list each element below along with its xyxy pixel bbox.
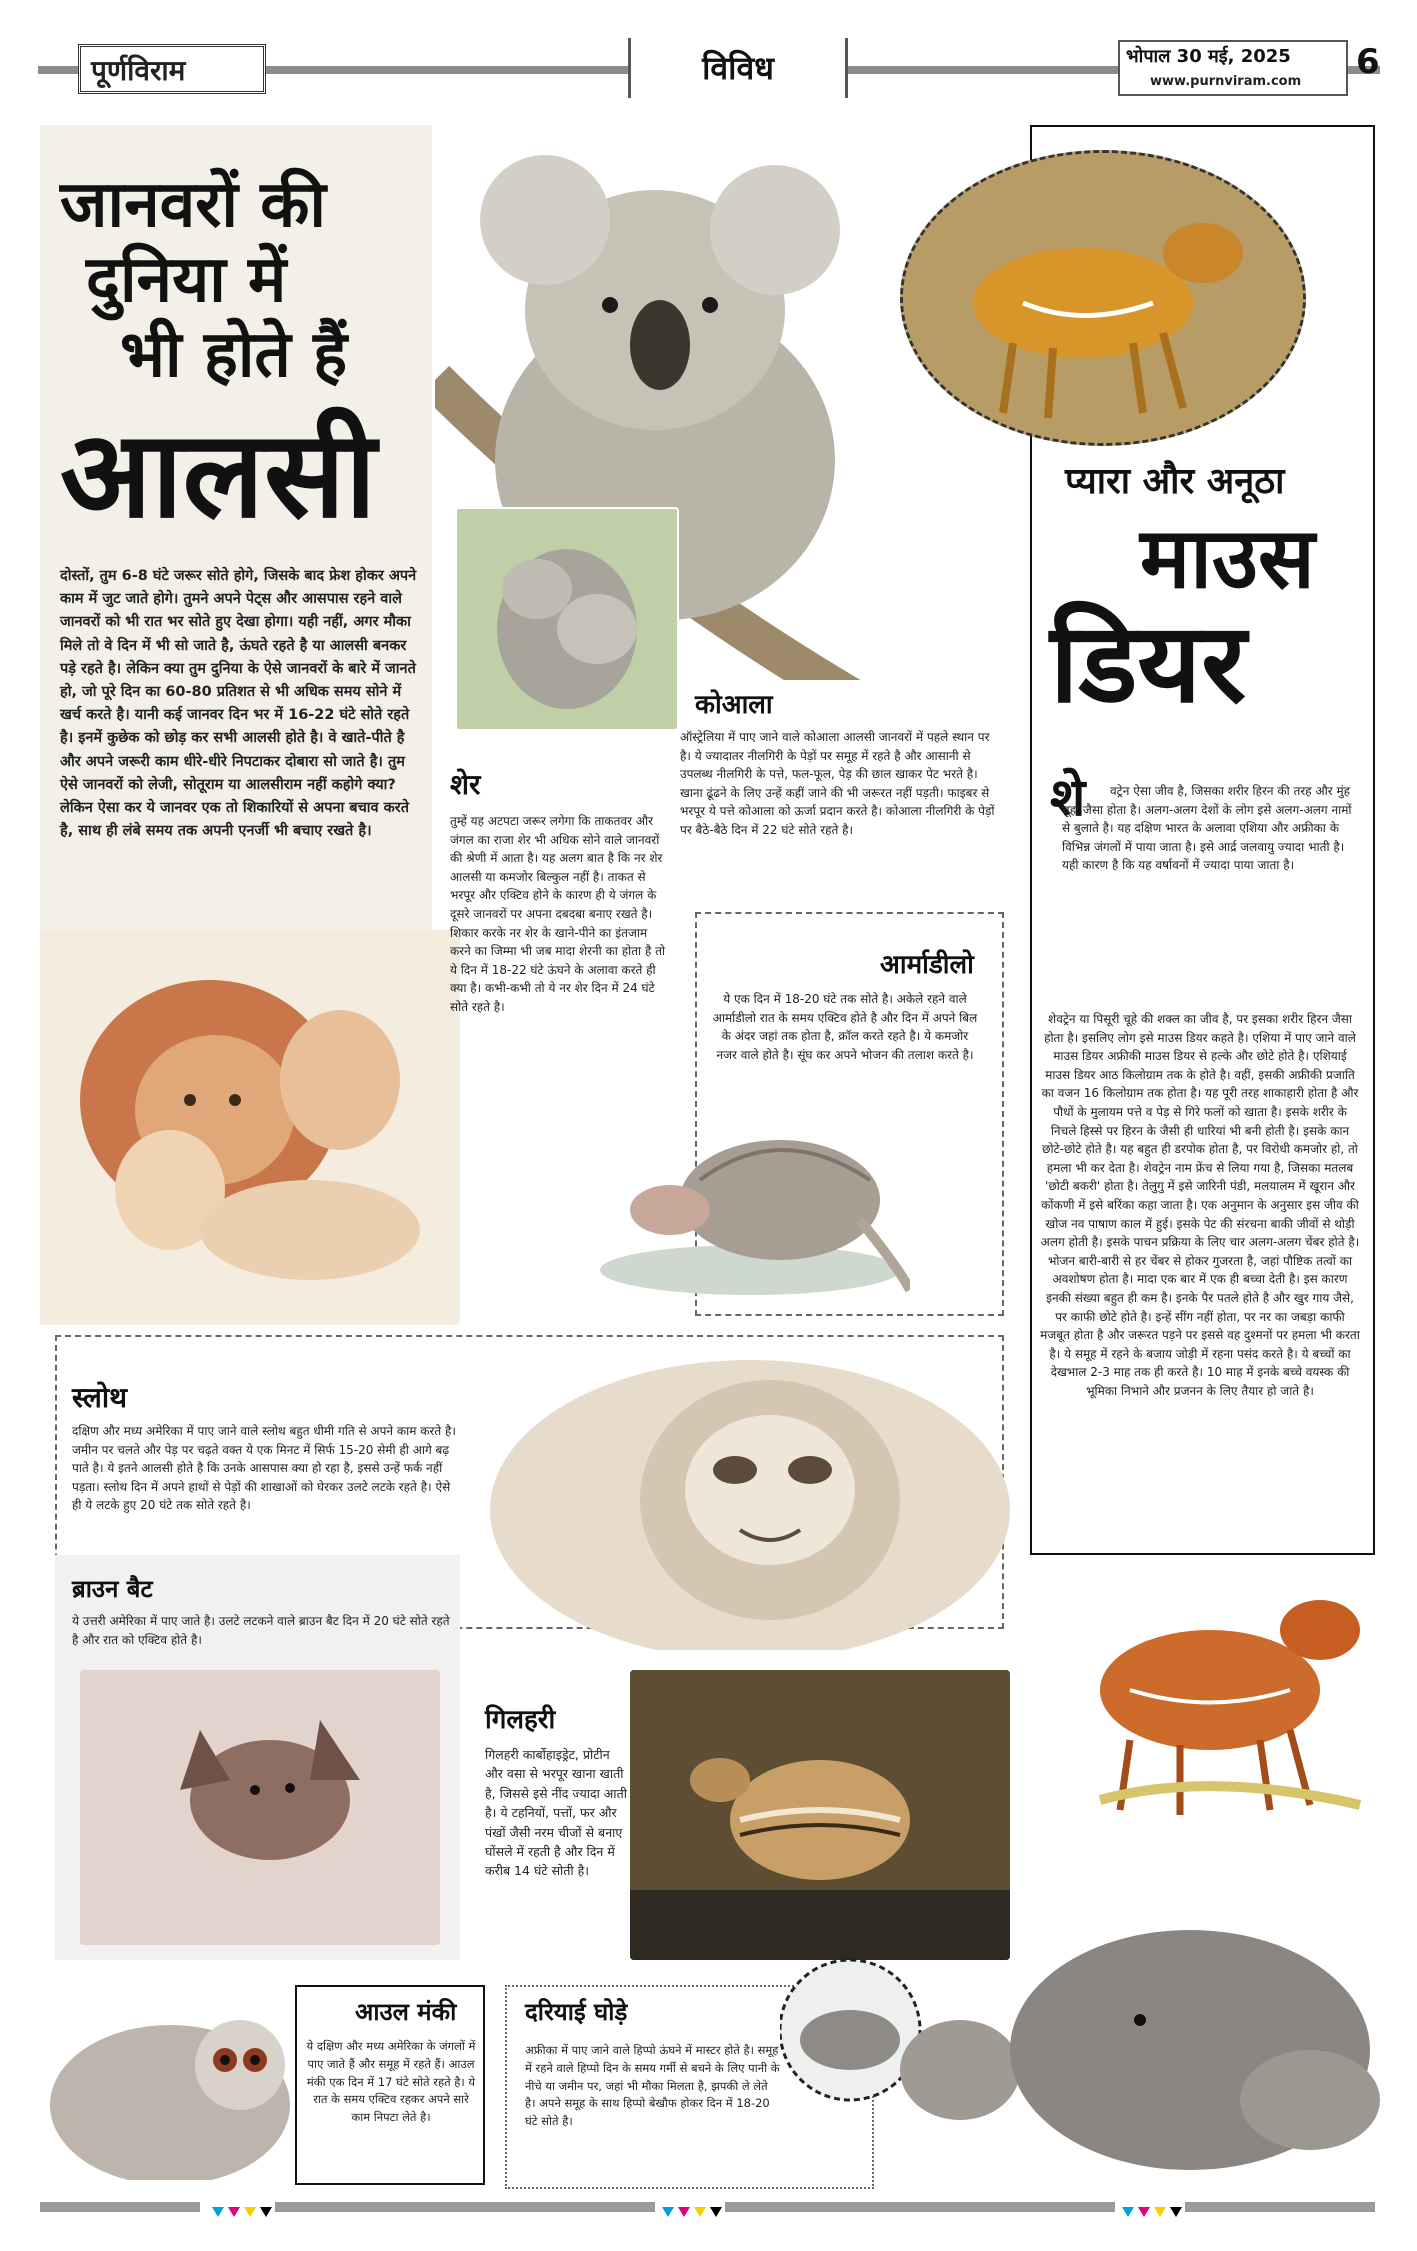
mouse-deer-illustration — [1040, 1540, 1380, 1830]
squirrel-text: गिलहरी कार्बोहाइड्रेट, प्रोटीन और वसा से भरपूर खाना खाती है, जिससे इसे नींद ज्यादा आती है। ये टहनियों, पत्तों, फर और पंखों जैसी नरम चीजों से बनाए घोंसले में रहती है और दिन में करीब 14 घंटे सोती है। — [485, 1747, 627, 1879]
main-title-line3: भी होते हैं — [120, 317, 348, 392]
brown-bat-heading: ब्राउन बैट — [72, 1575, 153, 1603]
color-registration-mark-3 — [1120, 2202, 1184, 2221]
mouse-deer-icon — [903, 153, 1303, 443]
masthead — [38, 38, 1380, 100]
mouse-deer-oval-image — [900, 150, 1306, 446]
lion-family-image — [40, 930, 460, 1325]
owl-monkey-heading: आउल मंकी — [355, 1998, 457, 2026]
brand-logo: पूर्णविराम — [91, 54, 186, 87]
koala-mother-baby-image — [455, 507, 679, 731]
color-registration-mark-1 — [210, 2202, 274, 2221]
sloth-heading: स्लोथ — [72, 1381, 128, 1414]
dateline: भोपाल 30 मई, 2025 — [1126, 46, 1291, 67]
mouse-deer-text-start: वट्रेन ऐसा जीव है, जिसका शरीर हिरन की तरह और मुंह चूहा जैसा होता है। अलग-अलग देशों के लोग इसे अलग-अलग नामों से बुलाते है। यह दक्षिण भारत के अलावा एशिया और अफ्रीका के विभिन्न जंगलों में पाया जाता है। इसे आर्द्र जलवायु ज्यादा भाती है। यही कारण है कि यह वर्षावनों में ज्यादा पाया जाता है। — [1062, 784, 1352, 873]
brown-bat-image — [80, 1670, 440, 1945]
sloth-text: दक्षिण और मध्य अमेरिका में पाए जाने वाले स्लोथ बहुत धीमी गति से अपने काम करते है। जमीन पर चलते और पेड़ पर चढ़ते वक्त ये एक मिनट में सिर्फ 15-20 सेमी ही आगे बढ़ पाते है। ये इतने आलसी होते है कि उनके आसपास क्या हो रहा है, इससे उन्हें फर्क नहीं पड़ता। स्लोथ दिन में अपने हाथों से पेड़ों की शाखाओं को घेरकर उलटे लटके रहते है। ऐसे ही ये लटके हुए 20 घंटे तक सोते रहते है। — [72, 1424, 456, 1513]
owl-monkey-icon — [40, 1975, 300, 2180]
brand-box — [78, 44, 266, 94]
main-title-line2: दुनिया में — [86, 242, 287, 317]
section-name: विविध — [702, 49, 774, 87]
armadillo-icon — [590, 1090, 910, 1310]
section-box — [628, 38, 848, 98]
dateline-box — [1118, 40, 1348, 96]
lion-icon — [40, 930, 460, 1325]
lion-heading: शेर — [450, 768, 481, 801]
sloth-icon — [440, 1340, 1010, 1650]
armadillo-heading: आर्माडीलो — [880, 950, 974, 980]
website[interactable]: www.purnviram.com — [1150, 74, 1302, 89]
mouse-deer-title-line2: डियर — [1050, 598, 1247, 727]
koala-baby-icon — [457, 509, 677, 729]
mouse-deer-text-rest: शेवट्रेन या पिसूरी चूहे की शक्ल का जीव है, पर इसका शरीर हिरन जैसा होता है। इसलिए लोग इसे माउस डियर कहते है। एशिया में पाए जाने वाले माउस डियर अफ्रीकी माउस डियर से हल्के और छोटे होते है। एशियाई माउस डियर आठ किलोग्राम तक के होते है। वहीं, इसकी अफ्रीकी प्रजाति का वजन 16 किलोग्राम तक होता है। यह पूरी तरह शाकाहारी होता है और पौधों के मुलायम पत्ते व पेड़ से गिरे फलों को खाता है। इसके शरीर के निचले हिस्से पर हिरन के जैसी ही धारियां भी बनी होती है। इसके कान छोटे-छोटे होते है। यह बहुत ही डरपोक होता है, पर विरोधी कमजोर हो, तो हमला भी कर देता है। शेवट्रेन नाम फ्रेंच से लिया गया है, जिसका मतलब 'छोटी बकरी' होता है। तेलुगु में इसे जारिनी पंडी, मलयालम में खूरान और कोंकणी में इसे बरिंका कहा जाता है। एक अनुमान के अनुसार इस जीव की खोज नव पाषाण काल में हुई। इसके पेट की संरचना बाकी जीवों से थोड़ी अलग होती है। इसके पाचन प्रक्रिया के लिए चार अलग-अलग चेंबर होते है। भोजन बारी-बारी से हर चेंबर से होकर गुजरता है, जहां पौष्टिक तत्वों का अवशोषण होता है। मादा एक बार में एक ही बच्चा देती है। इस कारण इनकी संख्या बहुत ही कम है। इनके पैर पतले होते है और खुर गाय जैसे, पर काफी छोटे होते है। इन्हें सींग नहीं होता, पर नर का जबड़ा काफी मजबूत होता है और जरूरत पड़ने पर इससे वह दुश्मनों पर हमला भी करता है। ये समूह में रहने के बजाय जोड़ी में रहना पसंद करते है। ये बच्चों का देखभाल 2-3 माह तक ही करते है। 10 माह में इनके बच्चे वयस्क की भूमिका निभाने और प्रजनन के लिए तैयार हो जाते है। — [1040, 1012, 1360, 1398]
page-number: 6 — [1356, 42, 1380, 82]
hippo-icon — [780, 1900, 1380, 2200]
owl-monkey-image — [40, 1975, 300, 2180]
main-intro: दोस्तों, तुम 6-8 घंटे जरूर सोते होगे, जिसके बाद फ्रेश होकर अपने काम में जुट जाते होगे। तुमने अपने पेट्स और आसपास रहने वाले जानवरों को भी रात भर सोते हुए देखा होगा। यही नहीं, अगर मौका मिले तो वे दिन में भी सो जाते है, ऊंघते रहते है या आलसी बनकर पड़े रहते है। लेकिन क्या तुम दुनिया के ऐसे जानवरों के बारे में जानते हो, जो पूरे दिन का 60-80 प्रतिशत से भी अधिक समय सोने में खर्च करते है। यानी कई जानवर दिन भर में 16-22 घंटे सोते रहते है। इनमें कुछेक को छोड़ कर सभी आलसी होते है। वे खाते-पीते है और अपने जरूरी काम धीरे-धीरे निपटाकर दोबारा सो जाते है। तुम ऐसे जानवरों को लेजी, सोतूराम या आलसीराम नहीं कहोगे क्या? लेकिन ऐसा कर ये जानवर एक तो शिकारियों से अपना बचाव करते है, साथ ही लंबे समय तक अपनी एनर्जी भी बचाए रखते है। — [60, 568, 417, 840]
brown-bat-text: ये उत्तरी अमेरिका में पाए जाते है। उलटे लटकने वाले ब्राउन बैट दिन में 20 घंटे सोते रहते है और रात को एक्टिव होते है। — [72, 1614, 450, 1647]
mouse-deer-title-line1: माउस — [1140, 508, 1315, 607]
koala-text: ऑस्ट्रेलिया में पाए जाने वाले कोआला आलसी जानवरों में पहले स्थान पर है। ये ज्यादातर नीलगिरी के पेड़ों पर समूह में रहते है और आसानी से उपलब्ध नीलगिरी के पत्ते, फल-फूल, पेड़ की छाल खाकर पेट भरते है। खाना ढूंढने के लिए उन्हें कहीं जाने की भी जरूरत नहीं पड़ती। फाइबर से भरपूर ये पत्ते कोआला को ऊर्जा प्रदान करते है। कोआला नीलगिरी के पेड़ों पर बैठे-बैठे दिन में 22 घंटे सोते रहते है। — [680, 730, 995, 837]
armadillo-image — [590, 1090, 910, 1310]
owl-monkey-text: ये दक्षिण और मध्य अमेरिका के जंगलों में पाए जाते हैं और समूह में रहते हैं। आउल मंकी एक दिन में 17 घंटे सोते रहते है। ये रात के समय एक्टिव रहकर अपने सारे काम निपटा लेते है। — [306, 2039, 476, 2125]
footer-bar-1 — [40, 2202, 200, 2212]
squirrel-heading: गिलहरी — [485, 1705, 556, 1735]
mouse-deer-drawing-icon — [1040, 1540, 1380, 1830]
color-registration-mark-2 — [660, 2202, 724, 2221]
mouse-deer-drop-cap: शे — [1050, 767, 1086, 828]
mouse-deer-kicker: प्यारा और अनूठा — [1065, 460, 1285, 502]
main-title-line1: जानवरों की — [60, 167, 326, 242]
footer-bar-3 — [725, 2202, 1115, 2212]
hippo-heading: दरियाई घोड़े — [525, 1998, 628, 2026]
main-title-big: आलसी — [60, 404, 377, 545]
bat-icon — [80, 1670, 440, 1945]
armadillo-text: ये एक दिन में 18-20 घंटे तक सोते है। अकेले रहने वाले आर्माडीलो रात के समय एक्टिव होते है और दिन में अपने बिल के अंदर जहां तक होता है, क्रॉल करते रहते है। ये कमजोर नजर वाले होते है। सूंघ कर अपने भोजन की तलाश करते है। — [712, 992, 978, 1062]
footer-bar-2 — [275, 2202, 655, 2212]
hippo-text: अफ्रीका में पाए जाने वाले हिप्पो ऊंघने में मास्टर होते है। समूह में रहने वाले हिप्पो दिन के समय गर्मी से बचने के लिए पानी के नीचे या जमीन पर, जहां भी मौका मिलता है, झपकी ले लेते है। अपने समूह के साथ हिप्पो बेखौफ होकर दिन में 18-20 घंटे सोते है। — [525, 2043, 780, 2129]
koala-heading: कोआला — [695, 690, 773, 720]
footer-bar-4 — [1185, 2202, 1375, 2212]
lion-text: तुम्हें यह अटपटा जरूर लगेगा कि ताकतवर और जंगल का राजा शेर भी अधिक सोने वाले जानवरों की श्रेणी में आता है। यह अलग बात है कि नर शेर आलसी या कमजोर बिल्कुल नहीं है। ताकत से भरपूर और एक्टिव होने के कारण ही ये जंगल के दूसरे जानवरों पर अपना दबदबा बनाए रखते है। शिकार करके नर शेर के खाने-पीने का इंतजाम करने का जिम्मा भी जब मादा शेरनी का होता है तो ये दिन में 18-22 घंटे ऊंघने के अलावा करते ही क्या है। कभी-कभी तो ये नर शेर दिन में 24 घंटे सोते रहते है। — [450, 814, 666, 1014]
sloth-image — [440, 1340, 1010, 1650]
hippo-image — [780, 1900, 1380, 2200]
